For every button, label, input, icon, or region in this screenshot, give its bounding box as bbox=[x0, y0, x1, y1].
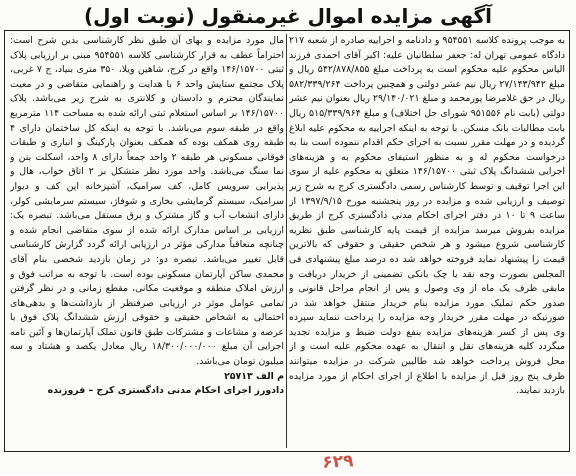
notice-reference: م الف ۲۵۷۱۳ bbox=[224, 370, 284, 382]
column-divider bbox=[286, 34, 287, 448]
notice-title: آگهی مزایده اموال غیرمنقول (نوبت اول) bbox=[83, 4, 493, 28]
handwritten-number-stamp: ۶۲۹ bbox=[321, 451, 355, 473]
notice-body-left-column bbox=[10, 34, 284, 448]
notice-text-right: به موجب پرونده کلاسه ۹۵۴۵۵۱ و دادنامه و اجراییه صادره از شعبه ۲۱۷ دادگاه عمومی تهران له: جعفر سلطانیان علیه: اکبر آقای احمدی فرزند الیاس محکوم علیه محکوم است به پرداخت مبلغ ۵۴۲/۸۷۸/۸۵۵ ریال و مبلغ ۲۷/۱۴۳/۹۴۲ ریال نیم عشر دولتی و همچنین پرداخت ۵۸۲/۳۳۹/۲۶۴ ریال در حق غلامرضا پورمحمد و مبلغ ۲۹/۱۴۰/۰۲۱ ریال بعنوان نیم عشر دولتی (بابت نام ۹۵۱۵۵۶ شورای حل اختلاف) و مبلغ ۵۱۵/۳۳۹/۹۶۴ ریال بابت مطالبات بانک مسکن. با توجه به اینکه اجراییه به محکوم علیه ابلاغ گردیده و در مهلت مقرر نسبت به اجرای حکم اقدام ننموده است بنا به درخواست محکوم له و به منظور استیفای محکوم به و هزینه‌های اجرایی ششدانگ پلاک ثبتی ۱۴۶/۱۵۷۰۰ متعلق به محکوم علیه از سوی این اجرا توقیف و توسط کارشناس رسمی دادگستری کرج به شرح زیر توصیف و ارزیابی شده و مزایده در روز پنجشنبه مورخ ۱۳۹۷/۹/۱۵ از ساعت ۹ تا ۱۰ در دفتر اجرای احکام مدنی دادگستری کرج از طریق مزایده بفروش میرسد مزایده از قیمت پایه کارشناسی طبق نظریه کارشناسی شروع میشود و هر شخص حقیقی و حقوقی که بالاترین قیمت را پیشنهاد نماید فروخته خواهد شد ده درصد مبلغ پیشنهادی فی المجلس بصورت وجه نقد یا چک بانکی تضمینی از خریدار دریافت و مابقی ظرف یک ماه از وی وصول و پس از انجام مراحل قانونی و صدور حکم تملیک مورد مزایده بنام خریدار منتقل خواهد شد در صورتیکه در مهلت مقرر خریدار وجه مزایده را پرداخت ننماید سپرده وی پس از کسر هزینه‌های مزایده بنفع دولت ضبط و مزایده تجدید میگردد کلیه هزینه‌های نقل و انتقال به عهده محکوم علیه است و از محل فروش پرداخت خواهد شد طالبین شرکت در مزایده میتوانند ظرف پنج روز قبل از مزایده با اطلاع از اجرای احکام از مورد مزایده بازدید نمایند. bbox=[289, 35, 565, 397]
notice-text-left: مال مورد مزایده و بهای آن طبق نظر کارشناسی بدین شرح است: احتراماً عطف به قرار کارشناسی کلاسه ۹۵۴۵۵۱ مبنی بر ارزیابی پلاک ثبتی ۱۴۶/۱۵۷۰۰ واقع در کرج، شاهین ویلا، ۳۵۰ متری بنیاد، ج ۷ غربی، پلاک مجتمع ستایش واحد ۶ با هدایت و راهنمایی متقاضی و در معیت نمایندگان محترم و دادستان و کلانتری به شرح زیر می‌باشد. پلاک ۱۴۶/۱۵۷۰۰ بر اساس استعلام ثبتی ارائه شده به مساحت ۱۱۴ مترمربع واقع در طبقه سوم می‌باشد. با توجه به اینکه کل ساختمان دارای ۴ طبقه روی همکف بوده که همکف بعنوان پارکینگ و انباری و طبقات فوقانی مسکونی هر طبقه ۲ واحد جمعاً دارای ۸ واحد، اسکلت بتن و نما سنگ می‌باشد. واحد مورد نظر متشکل بر ۲ اتاق خواب، هال و پذیرایی سرویس کامل، کف سرامیک، آشپزخانه اپن کف و دیوار سرامیک، سیستم گرمایشی بخاری و شوفاژ، سیستم سرمایشی کولر، دارای انشعاب آب و گاز مشترک و برق مستقل می‌باشد. تبصره یک: ارزیابی بر اساس مدارک ارائه شده از سوی متقاضی انجام شده و چنانچه متعاقباً مدارکی مؤثر در ارزیابی ارائه گردد گزارش کارشناسی قابل تغییر می‌باشد. تبصره دو: در زمان بازدید شخصی بنام آقای محمدی ساکن آپارتمان مسکونی بوده است. با توجه به مراتب فوق و ارزش املاک منطقه و موقعیت مکانی، مقطع زمانی و در نظر گرفتن تمامی عوامل موثر در ارزیابی صرفنظر از بازداشت‌ها و بدهی‌های احتمالی به اشخاص حقیقی و حقوقی ارزش ششدانگ پلاک فوق با عرصه و مشاعات و مشترکات طبق قانون تملک آپارتمان‌ها و آئین نامه اجرایی آن مبلغ ۱۸/۳۰۰/۰۰۰/۰۰۰ ریال معادل یکصد و هشتاد و سه میلیون تومان می‌باشد. bbox=[10, 35, 284, 368]
notice-signature: دادورز اجرای احکام مدنی دادگستری کرج – فروزنده bbox=[47, 385, 284, 397]
notice-body-right-column bbox=[289, 34, 565, 448]
